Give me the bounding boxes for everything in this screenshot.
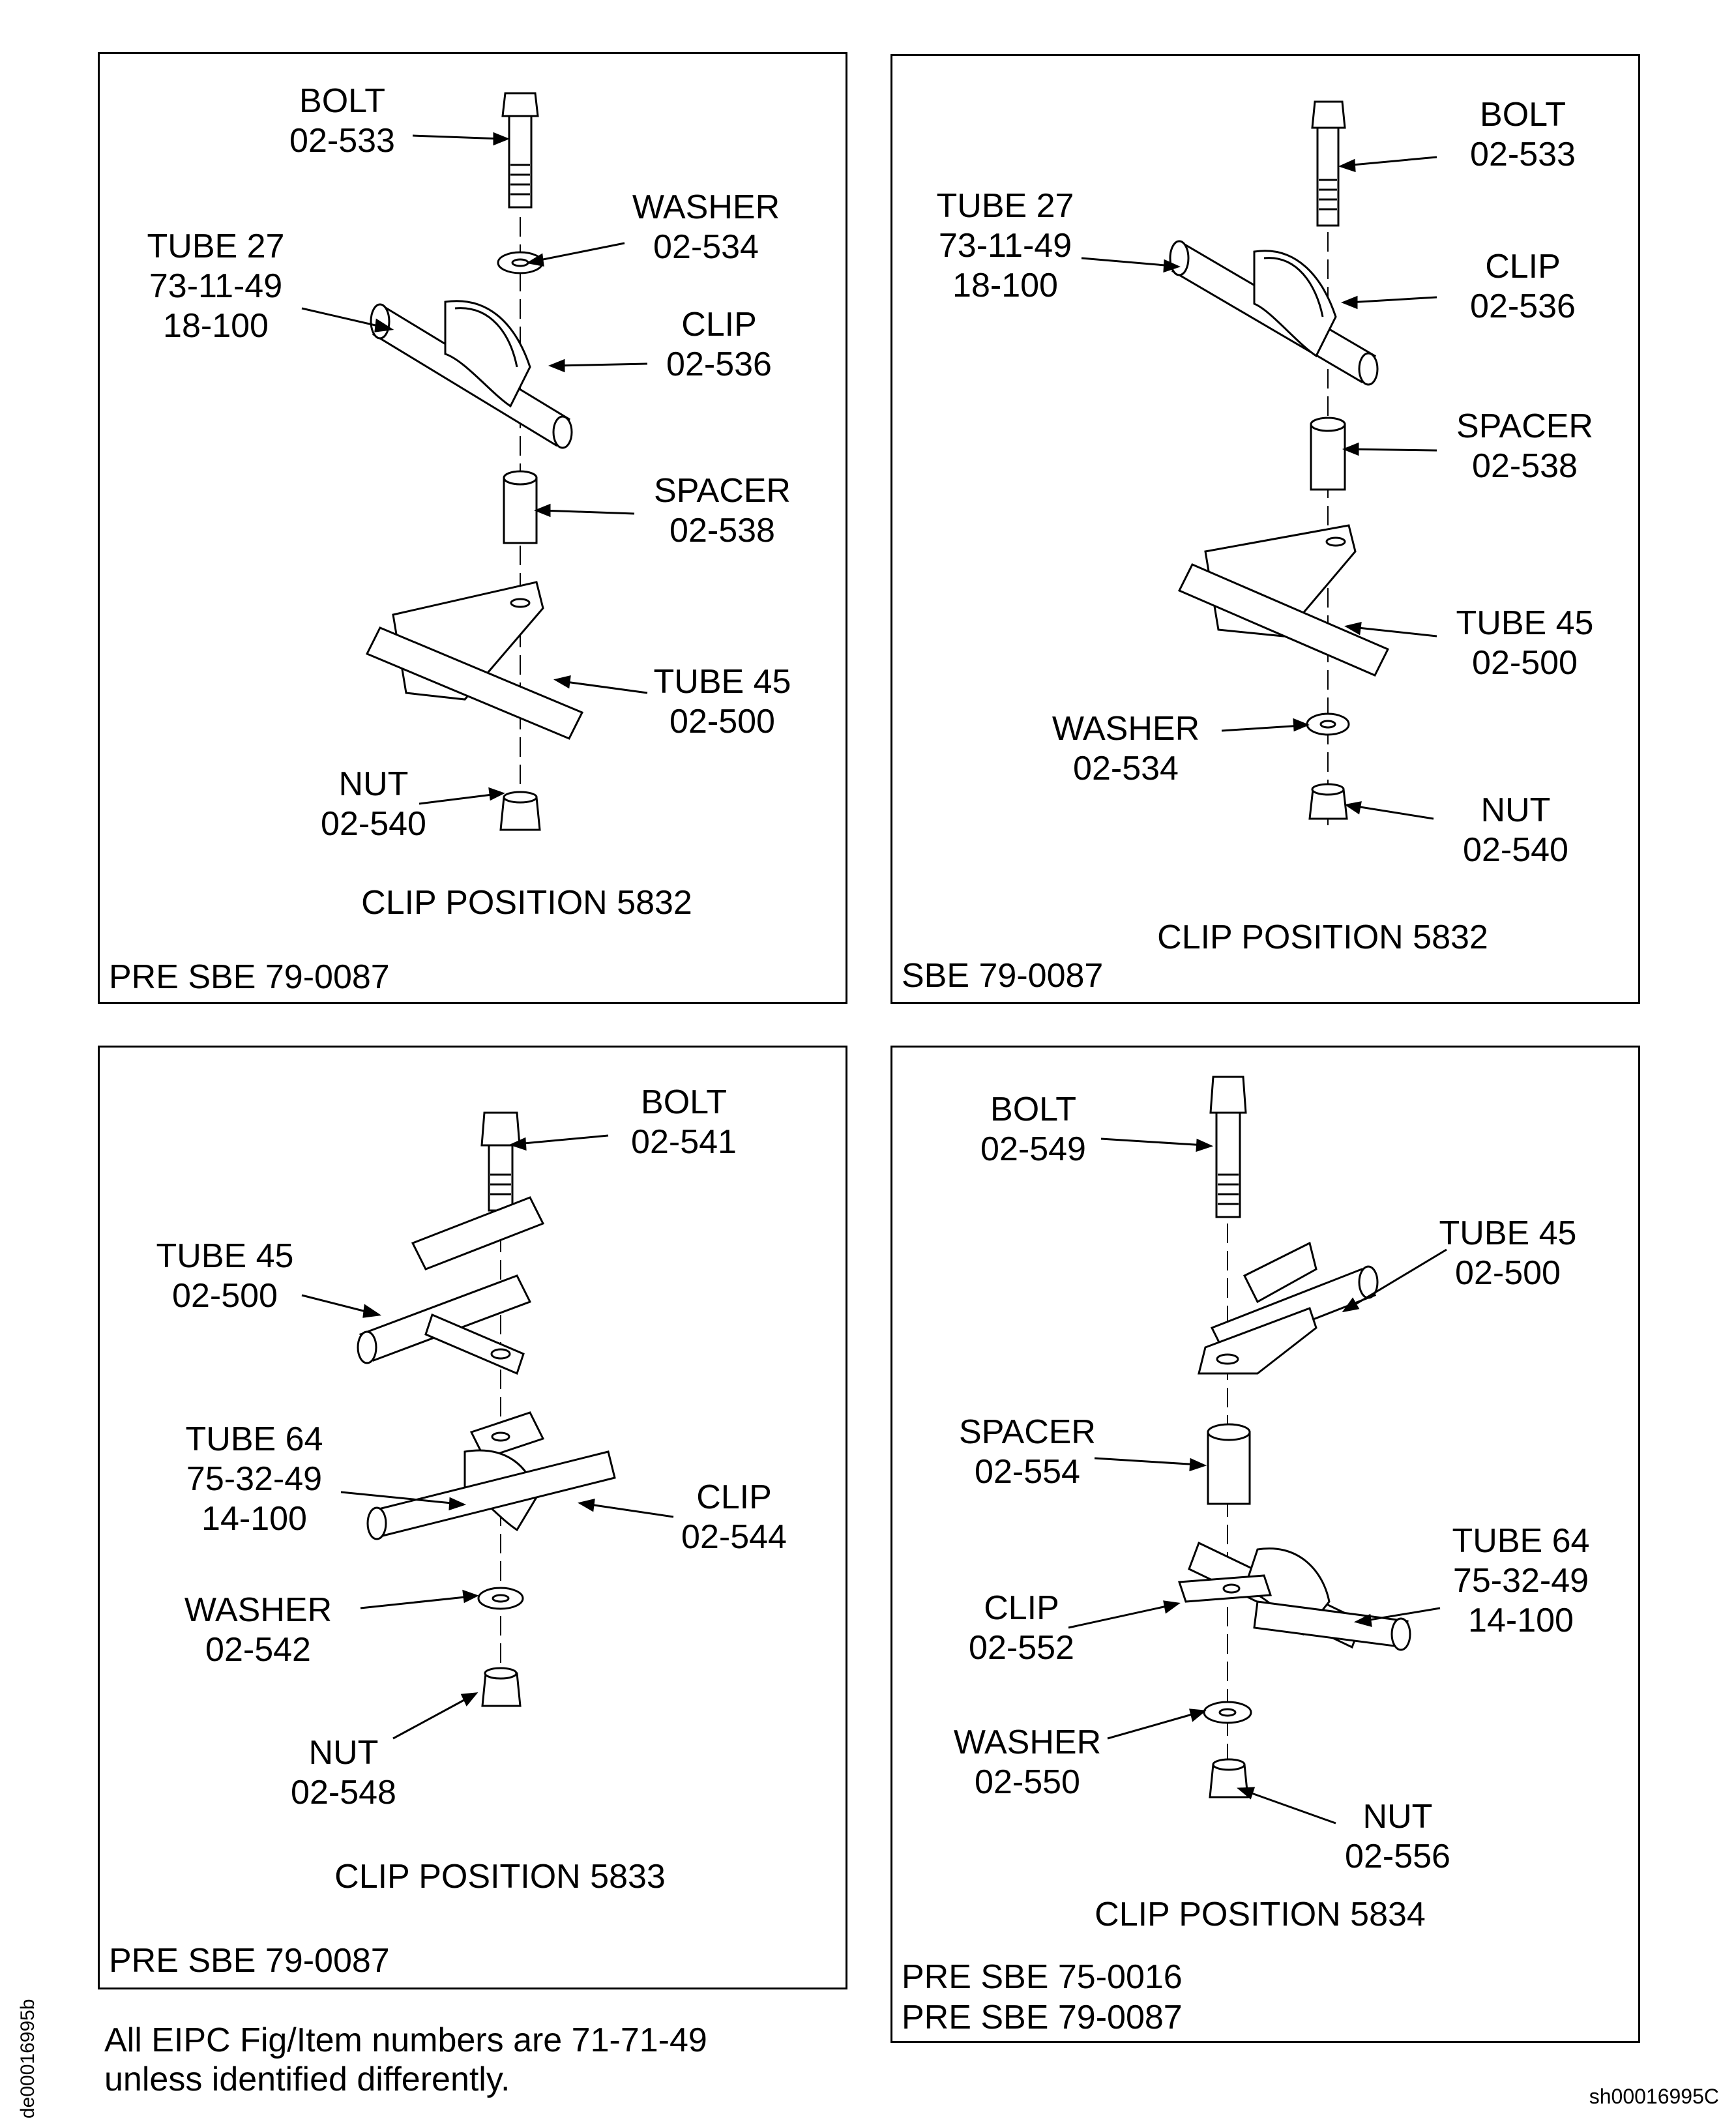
bolt-drawing xyxy=(503,93,538,207)
callout-tube-45: TUBE 45 02-500 xyxy=(1456,604,1594,682)
callout-nut: NUT 02-540 xyxy=(321,765,426,843)
callout-clip: CLIP 02-536 xyxy=(666,306,772,383)
callout-tube-64: TUBE 64 75-32-49 14-100 xyxy=(185,1420,323,1538)
callout-nut: NUT 02-548 xyxy=(291,1734,396,1812)
nut-drawing xyxy=(1310,784,1347,819)
sbe-note: SBE 79-0087 xyxy=(902,957,1104,995)
callout-clip: CLIP 02-536 xyxy=(1470,248,1576,325)
callout-bolt: BOLT 02-549 xyxy=(980,1091,1086,1168)
tube-64-drawing xyxy=(1179,1543,1410,1650)
panel-clip-5834 xyxy=(890,1046,1640,2043)
callout-tube-45: TUBE 45 02-500 xyxy=(156,1237,294,1315)
callout-washer: WASHER 02-550 xyxy=(953,1724,1102,1801)
panel-clip-5832-sbe xyxy=(890,54,1640,1004)
callout-tube-45: TUBE 45 02-500 xyxy=(1439,1214,1577,1292)
sbe-note: PRE SBE 75-0016 PRE SBE 79-0087 xyxy=(902,1958,1183,2036)
sheet-code: sh00016995C xyxy=(1589,2085,1719,2108)
tube-45-drawing xyxy=(367,582,582,739)
callout-spacer: SPACER 02-554 xyxy=(959,1413,1096,1491)
bolt-drawing xyxy=(482,1113,520,1210)
bolt-drawing xyxy=(1312,102,1345,226)
callout-nut: NUT 02-556 xyxy=(1345,1798,1450,1875)
callout-clip: CLIP 02-552 xyxy=(969,1589,1074,1667)
panel-clip-5832-pre-sbe xyxy=(98,52,847,1004)
clip-position-title: CLIP POSITION 5832 xyxy=(1157,918,1488,956)
callout-washer: WASHER 02-542 xyxy=(184,1591,332,1669)
callout-bolt: BOLT 02-533 xyxy=(289,82,395,160)
tube-45-drawing xyxy=(1179,525,1388,675)
spacer-drawing xyxy=(504,471,537,543)
callout-tube-27: TUBE 27 73-11-49 18-100 xyxy=(936,187,1074,304)
clip-position-title: CLIP POSITION 5834 xyxy=(1095,1896,1426,1933)
nut-drawing xyxy=(482,1668,520,1706)
clip-position-title: CLIP POSITION 5833 xyxy=(334,1858,666,1896)
tube-64-drawing xyxy=(368,1413,615,1539)
spacer-drawing xyxy=(1311,418,1345,490)
bolt-drawing xyxy=(1211,1077,1246,1217)
callout-nut: NUT 02-540 xyxy=(1463,791,1568,869)
callout-washer: WASHER 02-534 xyxy=(1052,710,1200,787)
panel-clip-5833 xyxy=(98,1046,847,1989)
callout-bolt: BOLT 02-541 xyxy=(631,1083,737,1161)
sbe-note: PRE SBE 79-0087 xyxy=(109,958,390,996)
tube-45-drawing xyxy=(358,1197,543,1373)
eipc-note: All EIPC Fig/Item numbers are 71-71-49 unless identified differently. xyxy=(104,2021,707,2098)
nut-drawing xyxy=(501,792,540,830)
tube-27-drawing xyxy=(1170,241,1377,385)
spacer-drawing xyxy=(1208,1424,1250,1504)
side-code: de00016995b xyxy=(17,1999,38,2119)
clip-position-title: CLIP POSITION 5832 xyxy=(361,884,692,922)
callout-tube-64: TUBE 64 75-32-49 14-100 xyxy=(1452,1522,1590,1639)
callout-tube-27: TUBE 27 73-11-49 18-100 xyxy=(147,227,285,345)
callout-spacer: SPACER 02-538 xyxy=(1456,407,1593,485)
callout-tube-45: TUBE 45 02-500 xyxy=(653,663,791,741)
sbe-note: PRE SBE 79-0087 xyxy=(109,1942,390,1980)
callout-washer: WASHER 02-534 xyxy=(632,188,780,266)
callout-bolt: BOLT 02-533 xyxy=(1470,96,1576,173)
tube-27-drawing xyxy=(371,301,572,448)
callout-spacer: SPACER 02-538 xyxy=(654,472,791,550)
callout-clip: CLIP 02-544 xyxy=(681,1478,787,1556)
